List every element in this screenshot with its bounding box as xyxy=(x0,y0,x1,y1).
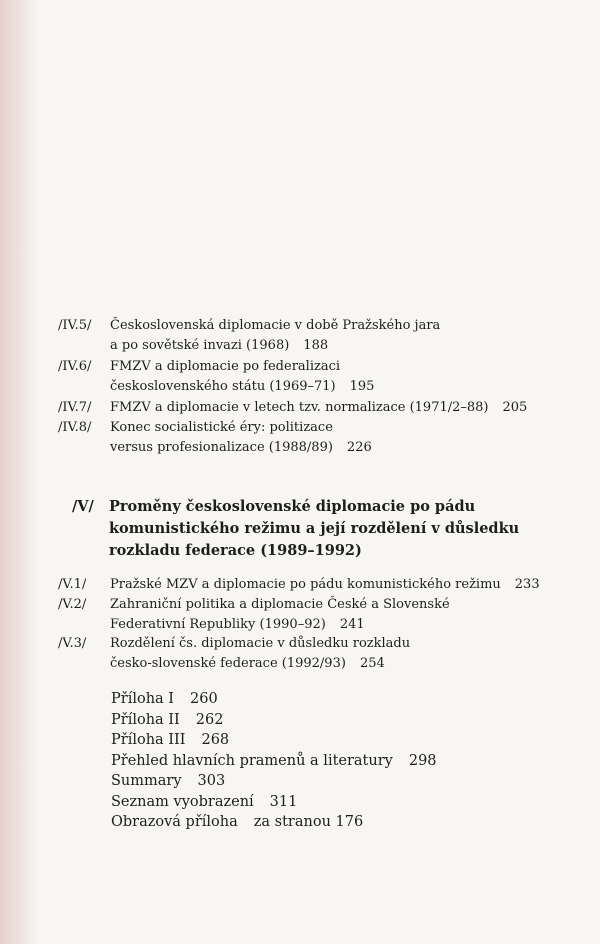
appendix-item[interactable] xyxy=(111,689,437,710)
appendix-label: Obrazová příloha xyxy=(111,814,238,830)
page-number: 298 xyxy=(408,752,437,769)
page-edge-shading xyxy=(0,0,40,944)
page-number: 260 xyxy=(190,691,218,707)
chapter-title-line: Proměny československé diplomacie po pádu xyxy=(109,498,476,515)
appendix-label: Seznam vyobrazení xyxy=(111,793,254,810)
page-number: 195 xyxy=(349,379,375,394)
appendix-label: Přehled hlavních pramenů a literatury xyxy=(111,752,393,769)
section-number: /IV.5/ xyxy=(58,318,92,333)
entry-title-line: česko-slovenské federace (1992/93) xyxy=(110,656,346,671)
entry-title-line: Konec socialistické éry: politizace xyxy=(110,420,333,435)
appendix-item[interactable] xyxy=(111,792,437,813)
chapter-title-line: rozkladu federace (1989–1992) xyxy=(109,542,362,559)
page-number: 311 xyxy=(269,793,298,810)
appendix-list xyxy=(111,689,437,833)
entry-title-line: Československá diplomacie v době Pražského jara xyxy=(110,318,441,333)
appendix-item[interactable] xyxy=(111,751,437,772)
entry-title-line: versus profesionalizace (1988/89) xyxy=(110,440,333,455)
section-number: /IV.7/ xyxy=(58,400,92,415)
appendix-item[interactable] xyxy=(111,812,437,833)
page-number: 226 xyxy=(346,440,372,455)
appendix-label: Příloha III xyxy=(111,732,186,748)
section-number: /IV.6/ xyxy=(58,359,92,374)
page-number: 233 xyxy=(514,577,540,592)
entry-title-line: FMZV a diplomacie v letech tzv. normalizace (1971/2–88) xyxy=(110,400,489,415)
page-number: 188 xyxy=(303,338,329,353)
entry-title-line: československého státu (1969–71) xyxy=(110,379,336,394)
appendix-item[interactable] xyxy=(111,730,437,751)
page-number: za stranou 176 xyxy=(253,814,364,830)
appendix-item[interactable] xyxy=(111,710,437,731)
entry-title-line: Pražské MZV a diplomacie po pádu komunistického režimu xyxy=(110,577,501,592)
appendix-item[interactable] xyxy=(111,771,437,792)
entry-title-line: a po sovětské invazi (1968) xyxy=(110,338,290,353)
page-number: 262 xyxy=(195,711,224,728)
page-number: 254 xyxy=(359,656,385,671)
section-number: /V.1/ xyxy=(58,577,87,592)
section-number: /V.3/ xyxy=(58,636,87,651)
page-number: 303 xyxy=(197,773,226,789)
page-number: 241 xyxy=(339,617,365,632)
entry-title-line: FMZV a diplomacie po federalizaci xyxy=(110,359,341,374)
entry-title-line: Federativní Republiky (1990–92) xyxy=(110,617,326,632)
entry-title-line: Rozdělení čs. diplomacie v důsledku rozkladu xyxy=(110,636,411,651)
appendix-label: Summary xyxy=(111,773,182,789)
section-number: /IV.8/ xyxy=(58,420,92,435)
page-number: 268 xyxy=(201,732,230,748)
chapter-title-line: komunistického režimu a její rozdělení v důsledku xyxy=(109,520,520,537)
page-number: 205 xyxy=(502,400,528,415)
entry-title-line: Zahraniční politika a diplomacie České a Slovenské xyxy=(110,597,450,612)
section-number: /V.2/ xyxy=(58,597,87,612)
appendix-label: Příloha II xyxy=(111,711,180,728)
appendix-label: Příloha I xyxy=(111,691,175,707)
chapter-number: /V/ xyxy=(72,498,94,515)
